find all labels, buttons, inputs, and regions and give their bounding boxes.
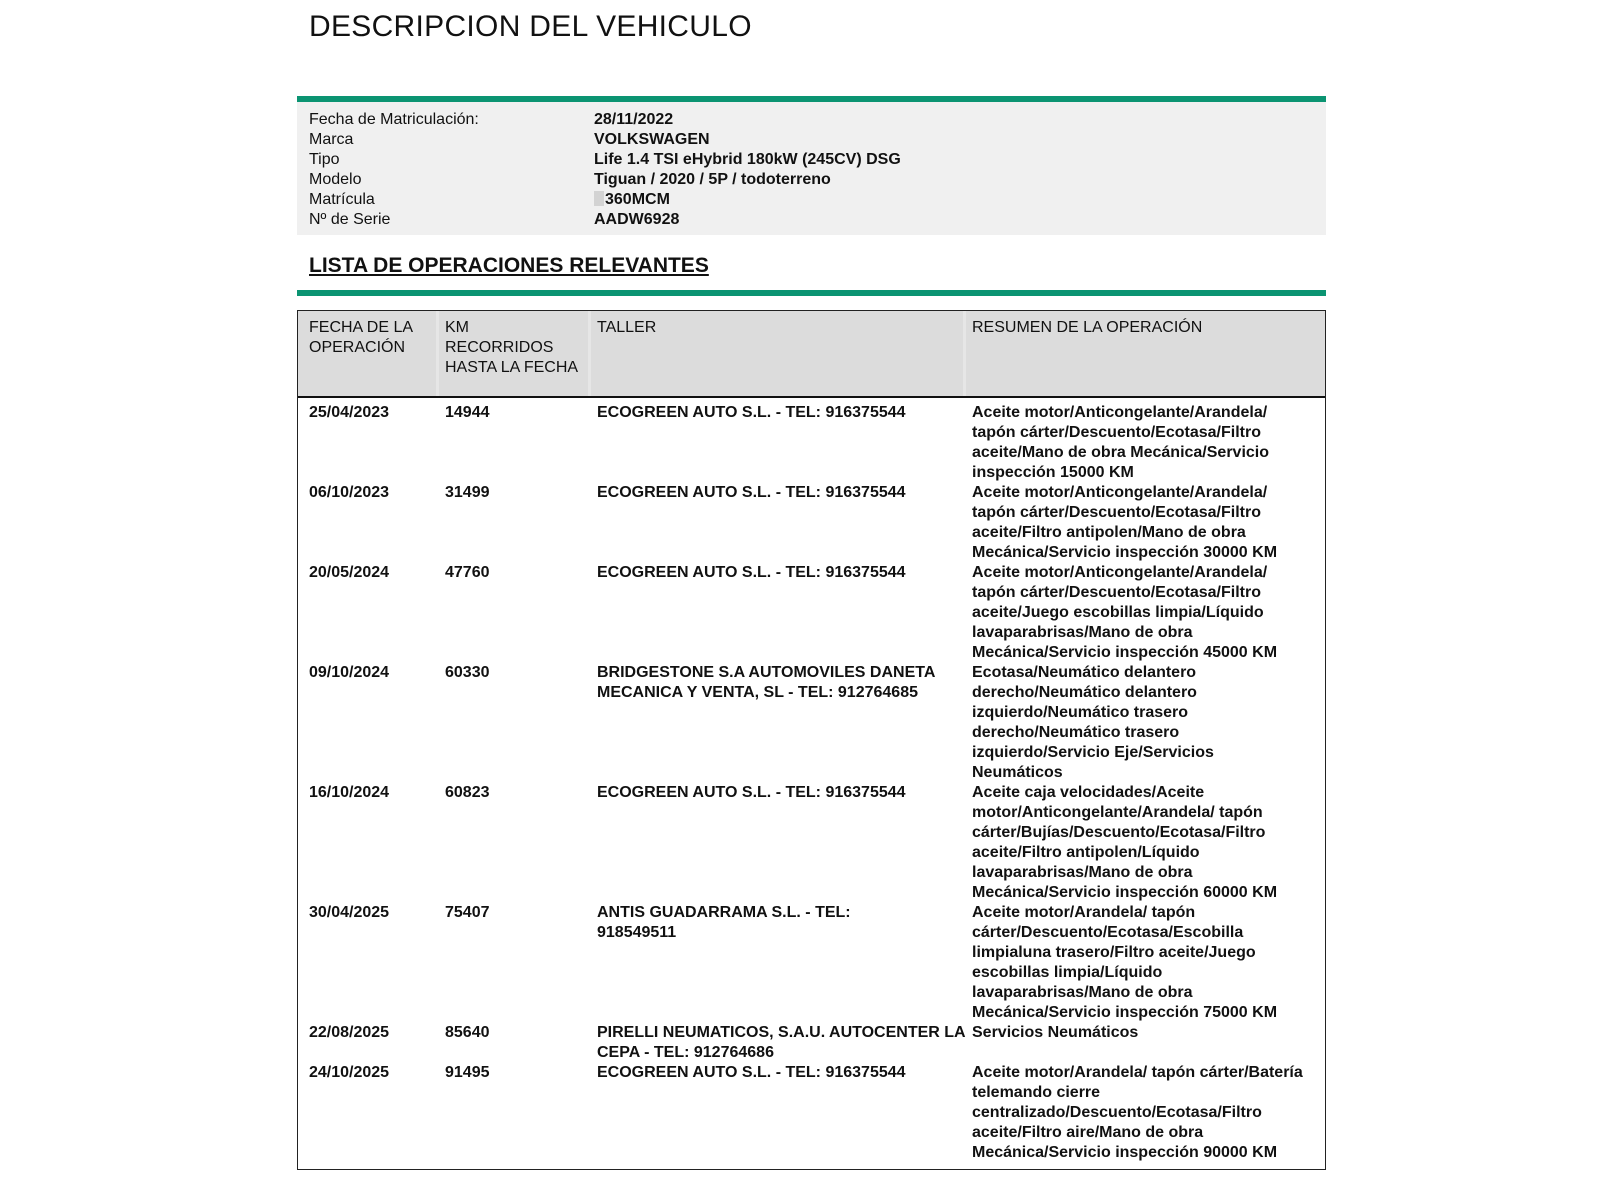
header-date: FECHA DE LA OPERACIÓN bbox=[309, 319, 413, 356]
row-shop: ECOGREEN AUTO S.L. - TEL: 916375544 bbox=[597, 404, 906, 421]
plate-redaction-mark bbox=[594, 191, 604, 206]
row-km: 31499 bbox=[445, 484, 490, 501]
row-km: 60823 bbox=[445, 784, 490, 801]
header-summary: RESUMEN DE LA OPERACIÓN bbox=[972, 319, 1203, 336]
row-date: 06/10/2023 bbox=[309, 484, 390, 501]
row-shop: ECOGREEN AUTO S.L. - TEL: 916375544 bbox=[597, 1064, 906, 1081]
field-label: Fecha de Matriculación: bbox=[309, 111, 479, 128]
row-summary: Ecotasa/Neumático delantero derecho/Neumático delantero izquierdo/Neumático trasero derecho/Neumático trasero izquierdo/Servicio Eje/Servicios Neumáticos bbox=[972, 664, 1214, 781]
row-summary: Aceite motor/Anticongelante/Arandela/ tapón cárter/Descuento/Ecotasa/Filtro aceite/Mano de obra Mecánica/Servicio inspección 15000 KM bbox=[972, 404, 1270, 481]
row-shop: BRIDGESTONE S.A AUTOMOVILES DANETA MECANICA Y VENTA, SL - TEL: 912764685 bbox=[597, 664, 935, 701]
row-summary: Aceite motor/Arandela/ tapón cárter/Descuento/Ecotasa/Escobilla limpialuna trasero/Filtro aceite/Juego escobillas limpia/Líquido lavaparabrisas/Mano de obra Mecánica/Servicio inspección 75000 KM bbox=[972, 904, 1278, 1021]
row-km: 75407 bbox=[445, 904, 490, 921]
column-separator bbox=[588, 311, 591, 396]
field-value: Life 1.4 TSI eHybrid 180kW (245CV) DSG bbox=[594, 151, 901, 168]
row-km: 60330 bbox=[445, 664, 490, 681]
row-km: 91495 bbox=[445, 1064, 490, 1081]
field-label: Tipo bbox=[309, 151, 340, 168]
row-shop: ECOGREEN AUTO S.L. - TEL: 916375544 bbox=[597, 484, 906, 501]
field-label: Matrícula bbox=[309, 191, 375, 208]
field-label: Nº de Serie bbox=[309, 211, 391, 228]
field-value: AADW6928 bbox=[594, 211, 680, 228]
table-header bbox=[298, 311, 1325, 398]
row-date: 16/10/2024 bbox=[309, 784, 390, 801]
vehicle-details bbox=[297, 102, 1326, 235]
row-shop: PIRELLI NEUMATICOS, S.A.U. AUTOCENTER LA CEPA - TEL: 912764686 bbox=[597, 1024, 966, 1061]
operations-title: LISTA DE OPERACIONES RELEVANTES bbox=[309, 254, 709, 277]
row-date: 25/04/2023 bbox=[309, 404, 390, 421]
field-label: Marca bbox=[309, 131, 354, 148]
row-shop: ECOGREEN AUTO S.L. - TEL: 916375544 bbox=[597, 784, 906, 801]
row-summary: Servicios Neumáticos bbox=[972, 1024, 1139, 1041]
row-date: 22/08/2025 bbox=[309, 1024, 390, 1041]
field-value: Tiguan / 2020 / 5P / todoterreno bbox=[594, 171, 831, 188]
row-shop: ANTIS GUADARRAMA S.L. - TEL: 918549511 bbox=[597, 904, 851, 941]
field-value: 360MCM bbox=[605, 191, 670, 208]
header-shop: TALLER bbox=[597, 319, 657, 336]
page-title: DESCRIPCION DEL VEHICULO bbox=[309, 10, 752, 43]
field-value: VOLKSWAGEN bbox=[594, 131, 710, 148]
operations-section-divider bbox=[297, 290, 1326, 296]
row-date: 20/05/2024 bbox=[309, 564, 390, 581]
field-value-wrapper bbox=[594, 190, 670, 210]
row-summary: Aceite motor/Anticongelante/Arandela/ tapón cárter/Descuento/Ecotasa/Filtro aceite/Filtro antipolen/Mano de obra Mecánica/Servicio inspección 30000 KM bbox=[972, 484, 1278, 561]
field-value: 28/11/2022 bbox=[594, 111, 674, 128]
row-shop: ECOGREEN AUTO S.L. - TEL: 916375544 bbox=[597, 564, 906, 581]
operations-table bbox=[297, 310, 1326, 1170]
column-separator bbox=[436, 311, 439, 396]
row-summary: Aceite motor/Anticongelante/Arandela/ tapón cárter/Descuento/Ecotasa/Filtro aceite/Juego escobillas limpia/Líquido lavaparabrisas/Mano de obra Mecánica/Servicio inspección 45000 KM bbox=[972, 564, 1278, 661]
row-km: 85640 bbox=[445, 1024, 490, 1041]
field-label: Modelo bbox=[309, 171, 362, 188]
row-km: 14944 bbox=[445, 404, 490, 421]
row-date: 30/04/2025 bbox=[309, 904, 390, 921]
header-km: KM RECORRIDOS HASTA LA FECHA bbox=[445, 319, 579, 376]
column-separator bbox=[963, 311, 966, 396]
row-summary: Aceite caja velocidades/Aceite motor/Anticongelante/Arandela/ tapón cárter/Bujías/Descuento/Ecotasa/Filtro aceite/Filtro antipolen/Líquido lavaparabrisas/Mano de obra Mecánica/Servicio inspección 60000 KM bbox=[972, 784, 1278, 901]
row-date: 24/10/2025 bbox=[309, 1064, 390, 1081]
row-summary: Aceite motor/Arandela/ tapón cárter/Batería telemando cierre centralizado/Descuento/Ecotasa/Filtro aceite/Filtro aire/Mano de obra Mecánica/Servicio inspección 90000 KM bbox=[972, 1064, 1303, 1161]
row-km: 47760 bbox=[445, 564, 490, 581]
row-date: 09/10/2024 bbox=[309, 664, 390, 681]
